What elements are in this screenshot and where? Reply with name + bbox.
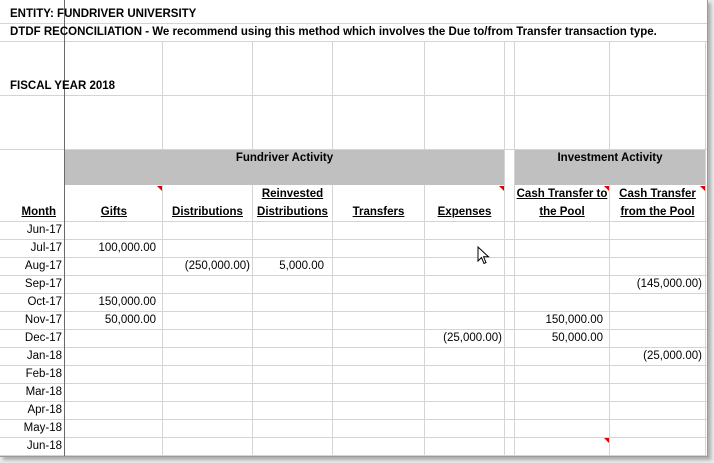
header-cash-from-line1[interactable]: Cash Transfer — [619, 188, 696, 200]
cell-month[interactable]: Sep-17 — [24, 278, 62, 290]
comment-marker-icon[interactable] — [157, 186, 162, 191]
cell-gifts[interactable]: 50,000.00 — [104, 314, 156, 326]
cell-month[interactable]: Mar-18 — [25, 386, 62, 398]
gridline — [0, 419, 707, 420]
gridline — [0, 347, 707, 348]
gridline — [0, 257, 707, 258]
gridline — [0, 275, 707, 276]
cell-distributions[interactable]: (250,000.00) — [184, 260, 250, 272]
cell-cash-to[interactable]: 150,000.00 — [545, 314, 603, 326]
dtdf-reconciliation-note[interactable]: DTDF RECONCILIATION - We recommend using this method which involves the Due to/from Transfer transaction type. — [10, 26, 657, 38]
gridline — [332, 41, 333, 456]
entity-label[interactable]: ENTITY: FUNDRIVER UNIVERSITY — [10, 8, 197, 20]
header-expenses[interactable]: Expenses — [437, 206, 492, 218]
cell-month[interactable]: Feb-18 — [25, 368, 62, 380]
fiscal-year-label[interactable]: FISCAL YEAR 2018 — [10, 80, 116, 92]
gridline — [0, 221, 707, 222]
gridline — [0, 329, 707, 330]
gridline — [0, 455, 707, 456]
cell-month[interactable]: Jun-18 — [26, 440, 62, 452]
header-gifts[interactable]: Gifts — [100, 206, 127, 218]
gridline — [252, 41, 253, 456]
comment-marker-icon[interactable] — [499, 186, 504, 191]
cell-expenses[interactable]: (25,000.00) — [443, 332, 502, 344]
investment-activity-title[interactable]: Investment Activity — [557, 152, 663, 164]
fundriver-activity-title[interactable]: Fundriver Activity — [235, 152, 334, 164]
header-distributions[interactable]: Distributions — [172, 206, 243, 218]
gridline — [609, 41, 610, 456]
cell-cash-from[interactable]: (145,000.00) — [636, 278, 702, 290]
gridline — [705, 41, 706, 456]
header-cash-to-line2[interactable]: the Pool — [539, 206, 585, 218]
gridline — [0, 95, 707, 96]
cell-gifts[interactable]: 150,000.00 — [98, 296, 156, 308]
gridline — [0, 293, 707, 294]
gridline — [0, 383, 707, 384]
cell-cash-to[interactable]: 50,000.00 — [551, 332, 603, 344]
mouse-pointer-icon — [477, 246, 490, 266]
gridline — [0, 311, 707, 312]
cell-month[interactable]: Aug-17 — [24, 260, 62, 272]
gridline — [514, 41, 515, 456]
gridline — [162, 41, 163, 456]
comment-marker-icon[interactable] — [604, 186, 609, 191]
gridline — [0, 23, 707, 24]
freeze-pane-divider — [64, 0, 65, 456]
cell-month[interactable]: Oct-17 — [27, 296, 62, 308]
comment-marker-icon[interactable] — [604, 438, 609, 443]
comment-marker-icon[interactable] — [700, 186, 705, 191]
gridline — [0, 401, 707, 402]
gridline — [0, 365, 707, 366]
cell-reinvested[interactable]: 5,000.00 — [279, 260, 324, 272]
cell-month[interactable]: Dec-17 — [24, 332, 62, 344]
header-reinvested-line1[interactable]: Reinvested — [261, 188, 324, 200]
cell-month[interactable]: Nov-17 — [24, 314, 62, 326]
gridline — [504, 41, 505, 456]
header-month[interactable]: Month — [21, 206, 56, 218]
header-reinvested-line2[interactable]: Distributions — [257, 206, 328, 218]
gridline — [0, 239, 707, 240]
cell-cash-from[interactable]: (25,000.00) — [643, 350, 702, 362]
gridline — [0, 437, 707, 438]
cell-month[interactable]: Apr-18 — [27, 404, 62, 416]
cell-month[interactable]: May-18 — [23, 422, 62, 434]
cell-month[interactable]: Jan-18 — [26, 350, 62, 362]
header-cash-from-line2[interactable]: from the Pool — [620, 206, 695, 218]
header-transfers[interactable]: Transfers — [352, 206, 405, 218]
gridline — [0, 41, 707, 42]
cell-month[interactable]: Jul-17 — [30, 242, 62, 254]
gridline — [424, 41, 425, 456]
cell-gifts[interactable]: 100,000.00 — [98, 242, 156, 254]
cell-month[interactable]: Jun-17 — [26, 224, 62, 236]
header-cash-to-line1[interactable]: Cash Transfer to — [516, 188, 608, 200]
